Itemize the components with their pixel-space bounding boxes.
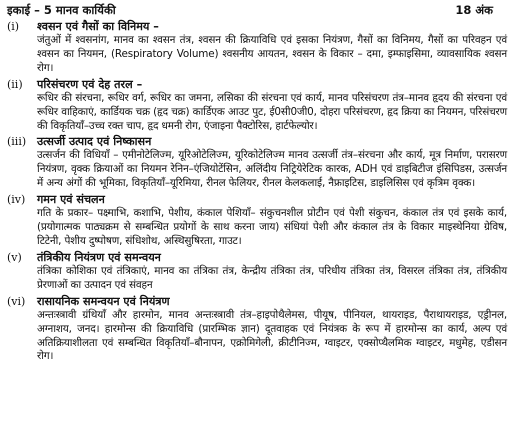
section-title: रासायनिक समन्वयन एवं नियंत्रण [37, 294, 170, 308]
section-title: परिसंचरण एवं देह तरल – [37, 77, 143, 91]
section-number: (iv) [7, 193, 26, 207]
section-body: जंतुओं में श्वसनांग, मानव का श्वसन तंत्र, श्वसन की क्रियाविधि एवं इसका नियंत्रण, गैसों का विनिमय, गैसों का परिवहन एवं श्वसन का नियमन, (Respiratory Volume) श्वसनीय आयतन, श्वसन के विकार – दमा, इम्फाइसिमा, व्यावसायिक श्वसन रोग। [37, 34, 507, 74]
section-locomotion [7, 192, 507, 249]
section-body: रूधिर की संरचना, रूधिर वर्ग, रूधिर का जमना, लसिका की संरचना एवं कार्य, मानव परिसंचरण तंत्र–मानव हृदय की संरचना एवं रूधिर वाहिकाएं, कार्डियक चक्र (हृद चक्र) कार्डिएक आउट पुट, ई0सी0जी0, दोहरा परिसंचरण, हृद क्रिया का नियमन, परिसंचरण की विकृतियाँ–उच्च रक्त चाप, हृद धमनी रोग, एंजाइना पैक्टोरिस, हार्टफेल्योर। [37, 91, 507, 132]
section-body: तंत्रिका कोशिका एवं तंत्रिकाएं, मानव का तंत्रिका तंत्र, केन्द्रीय तंत्रिका तंत्र, परिधीय तंत्रिका तंत्र, विसरल तंत्रिका तंत्र, तंत्रिकीय प्रेरणाओं का उत्पादन एवं संवहन [37, 264, 507, 291]
section-body: अन्तःस्त्रावी ग्रंथियाँ और हारमोन, मानव अन्तःस्त्रावी तंत्र–हाइपोथैलेमस, पीयूष, पीनियल, थायराइड, पैराथायराइड, एड्रीनल, अग्नाशय, जनद। हारमोन्स की क्रियाविधि (प्रारम्भिक ज्ञान) दूतवाहक एवं नियंत्रक के रूप में हारमोन्स का कार्य, अल्प एवं अतिक्रियाशीलता एवं सम्बन्धित विकृतियाँ–बौनापन, एक्रोमिगेली, क्रीटीनिज्म, ग्वाइटर, एक्सोप्थैलमिक ग्वाइटर, मधुमेह, एडीसन रोग। [37, 308, 507, 363]
section-number: (v) [7, 250, 22, 264]
section-heading [7, 294, 507, 309]
section-heading [7, 77, 507, 92]
unit-marks: 18 अंक [455, 3, 493, 17]
section-heading [7, 19, 507, 34]
unit-header [7, 3, 507, 18]
section-respiration [7, 19, 507, 76]
section-number: (iii) [7, 135, 27, 149]
unit-title: इकाई – 5 मानव कार्यिकी [7, 3, 116, 17]
section-title: श्वसन एवं गैसों का विनिमय – [37, 20, 159, 33]
section-excretion [7, 134, 507, 191]
section-heading [7, 192, 507, 207]
section-number: (vi) [7, 294, 26, 308]
section-neural-control [7, 250, 507, 293]
section-chemical-coordination [7, 294, 507, 365]
section-body: उत्सर्जन की विधियाँ – एमीनोटेलिज्म, यूरिओटेलिज्म, यूरिकोटेलिज्म मानव उत्सर्जी तंत्र–संरचना और कार्य, मूत्र निर्माण, परासरण नियंत्रण, वृक्क क्रियाओं का नियमन रेनिन–एंजियोटेंसिन, अलिंदीय निट्रियेरेटिक कारक, ADH एवं डाइबिटीज इंसिपिडस, उत्सर्जन में अन्य अंगों की भूमिका, विकृतियाँ–यूरिमिया, रीनल फेलियर, रीनल केलकलाई, नैफ्राइटिस, डाइलिसिस एवं कृत्रिम वृक्क। [37, 149, 507, 190]
section-title: तंत्रिकीय नियंत्रण एवं समन्वयन [37, 250, 161, 264]
section-title: गमन एवं संचलन [37, 193, 105, 207]
section-number: (i) [7, 20, 20, 33]
section-heading [7, 134, 507, 149]
section-title: उत्सर्जी उत्पाद एवं निष्कासन [37, 135, 152, 149]
section-number: (ii) [7, 77, 23, 91]
section-circulation [7, 77, 507, 134]
section-heading [7, 250, 507, 265]
section-body: गति के प्रकार– पक्ष्माभि, कशाभि, पेशीय, कंकाल पेशियाँ– संकुचनशील प्रोटीन एवं पेशी संकुचन, कंकाल तंत्र एवं इसके कार्य, (प्रयोगात्मक पाठ्यक्रम से सम्बन्धित प्रयोगों के साथ करना जाय) संधियां पेशी और कंकाल तंत्र के विकार माइस्थेनिया ग्रेविष, टिटेनी, पेशीय दुष्पोषण, संधिशोथ, अस्थिसुषिरता, गाउट। [37, 207, 507, 247]
